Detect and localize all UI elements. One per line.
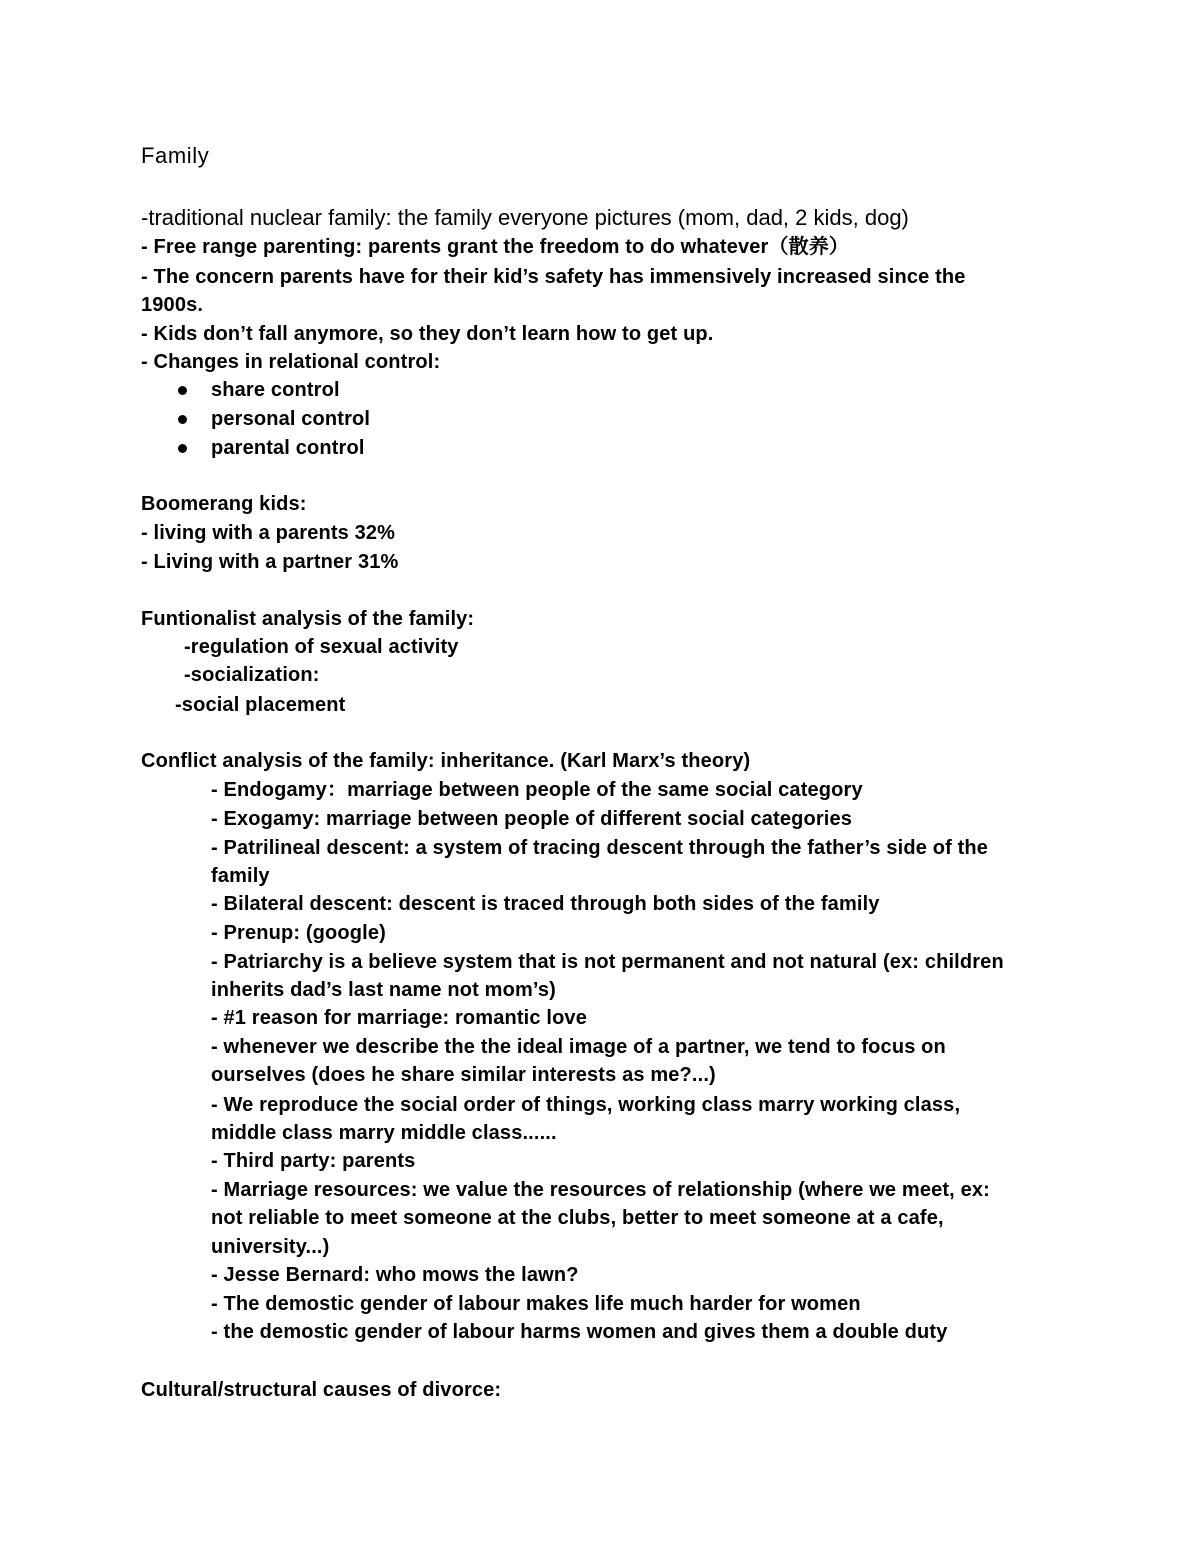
conflict-line: - Patriarchy is a believe system that is not permanent and not natural (ex: children	[211, 951, 1004, 973]
conflict-line: middle class marry middle class......	[211, 1122, 557, 1144]
bullet-item: parental control	[211, 437, 365, 459]
conflict-line: - Exogamy: marriage between people of different social categories	[211, 808, 853, 830]
boomerang-line: - Living with a partner 31%	[141, 551, 399, 573]
bullet-dot-icon	[178, 386, 187, 395]
intro-lead: -traditional nuclear family: the family everyone pictures (mom, dad, 2 kids, dog)	[141, 205, 909, 230]
bullet-item: personal control	[211, 408, 371, 430]
conflict-line: - Jesse Bernard: who mows the lawn?	[211, 1264, 579, 1286]
intro-line: - The concern parents have for their kid’s safety has immensively increased since the	[141, 266, 966, 288]
functionalist-item: -socialization:	[184, 664, 320, 686]
conflict-line: - the demostic gender of labour harms women and gives them a double duty	[211, 1321, 948, 1343]
conflict-line: - Bilateral descent: descent is traced through both sides of the family	[211, 893, 880, 915]
conflict-line: - Marriage resources: we value the resources of relationship (where we meet, ex:	[211, 1179, 990, 1201]
conflict-line: family	[211, 865, 270, 887]
intro-line: - Kids don’t fall anymore, so they don’t learn how to get up.	[141, 323, 714, 345]
functionalist-item: -regulation of sexual activity	[184, 636, 459, 658]
conflict-line: inherits dad’s last name not mom’s)	[211, 979, 556, 1001]
intro-line: - Changes in relational control:	[141, 351, 441, 373]
conflict-line: - #1 reason for marriage: romantic love	[211, 1007, 587, 1029]
intro-line: 1900s.	[141, 294, 204, 316]
functionalist-item: -social placement	[175, 694, 346, 716]
conflict-line: ourselves (does he share similar interests as me?...)	[211, 1064, 716, 1086]
conflict-heading: Conflict analysis of the family: inheritance. (Karl Marx’s theory)	[141, 750, 751, 772]
conflict-line: - Patrilineal descent: a system of tracing descent through the father’s side of the	[211, 837, 989, 859]
divorce-heading: Cultural/structural causes of divorce:	[141, 1379, 502, 1401]
document-title: Family	[141, 143, 210, 168]
boomerang-heading: Boomerang kids:	[141, 493, 307, 515]
conflict-line: university...)	[211, 1236, 330, 1258]
functionalist-heading: Funtionalist analysis of the family:	[141, 608, 475, 630]
conflict-line: - Prenup: (google)	[211, 922, 386, 944]
bullet-dot-icon	[178, 415, 187, 424]
intro-line: - Free range parenting: parents grant the freedom to do whatever（散养）	[141, 236, 850, 258]
bullet-dot-icon	[178, 444, 187, 453]
bullet-item: share control	[211, 379, 340, 401]
conflict-line: not reliable to meet someone at the clubs, better to meet someone at a cafe,	[211, 1207, 944, 1229]
conflict-line: - We reproduce the social order of things, working class marry working class,	[211, 1094, 961, 1116]
conflict-line: - whenever we describe the the ideal image of a partner, we tend to focus on	[211, 1036, 946, 1058]
conflict-line: - Endogamy：marriage between people of the same social category	[211, 779, 863, 801]
conflict-line: - The demostic gender of labour makes life much harder for women	[211, 1293, 861, 1315]
boomerang-line: - living with a parents 32%	[141, 522, 396, 544]
conflict-line: - Third party: parents	[211, 1150, 416, 1172]
